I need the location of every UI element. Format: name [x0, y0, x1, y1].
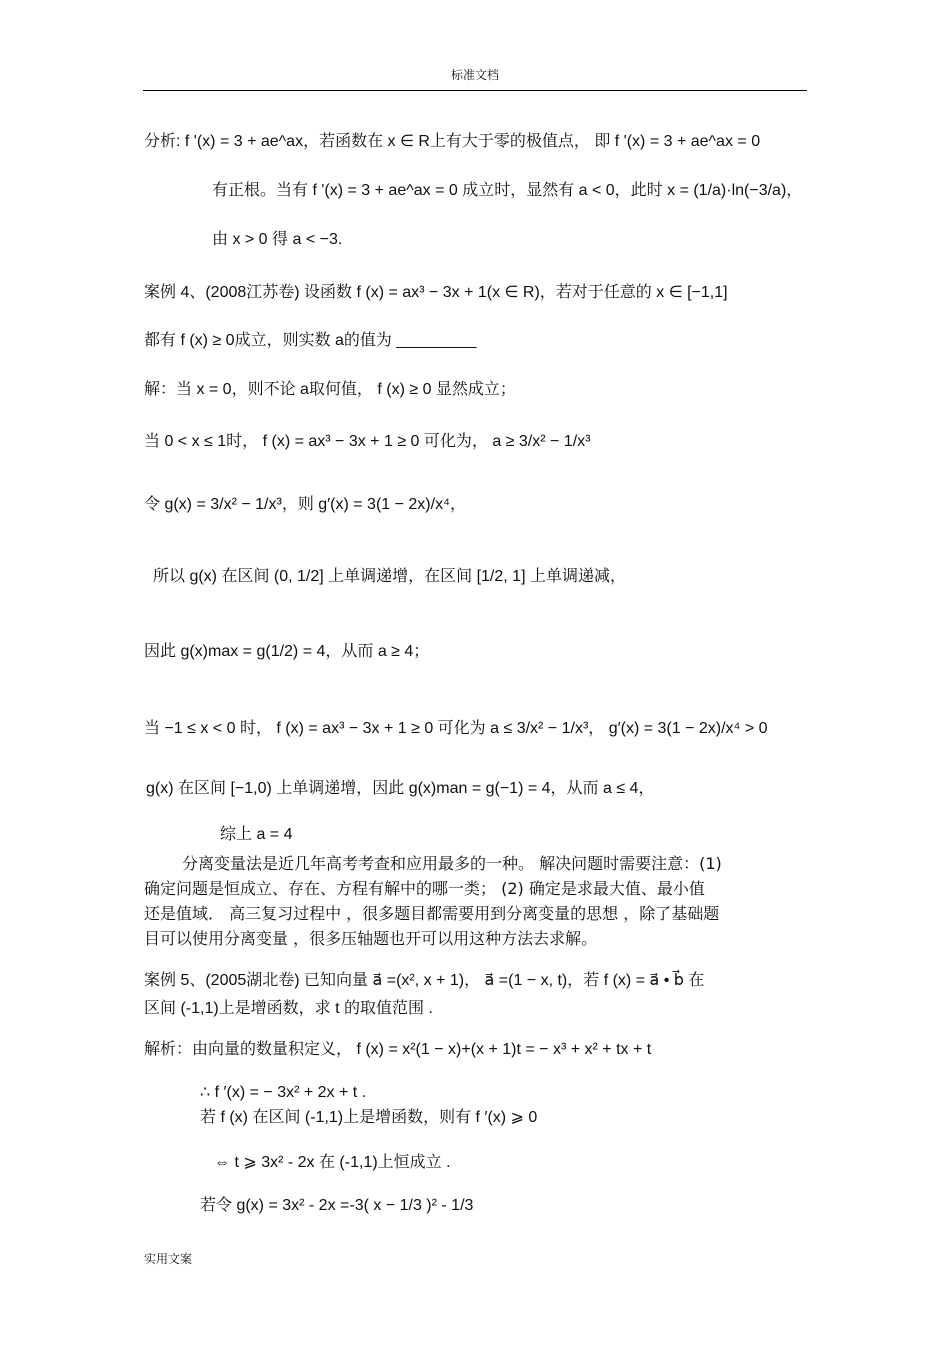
solution-line-3: 令 g(x) = 3/x² − 1/x³，则 g′(x) = 3(1 − 2x)/x⁴， — [144, 496, 466, 513]
solution-line-5: 因此 g(x)max = g(1/2) = 4，从而 a ≥ 4； — [144, 643, 430, 660]
analysis-line-1: 分析: f '(x) = 3 + ae^ax，若函数在 x ∈ R上有大于零的极值点， 即 f '(x) = 3 + ae^ax = 0 — [144, 133, 761, 150]
analysis-line-2: 有正根。当有 f '(x) = 3 + ae^ax = 0 成立时，显然有 a < 0，此时 x = (1/a)·ln(−3/a)， — [212, 182, 803, 199]
paragraph-line: 目可以使用分离变量 ，很多压轴题也开可以用这种方法去求解。 — [144, 929, 598, 948]
paragraph-line: 还是值域． 高三复习过程中 ，很多题目都需要用到分离变量的思想 ，除了基础题 — [144, 904, 720, 923]
paragraph-line: 确定问题是恒成立、存在、方程有解中的哪一类； (2) 确定是求最大值、最小值 — [144, 879, 705, 898]
solution-line-7: g(x) 在区间 [−1,0) 上单调递增，因此 g(x)man = g(−1) = 4，从而 a ≤ 4， — [146, 780, 655, 797]
summary-paragraph — [144, 851, 809, 951]
case4-title: 案例 4、(2008江苏卷) 设函数 f (x) = ax³ − 3x + 1(x ∈ R)，若对于任意的 x ∈ [−1,1] — [144, 284, 728, 301]
case5-analysis-5: 若令 g(x) = 3x² - 2x =-3( x − 1/3 )² - 1/3 — [200, 1197, 474, 1214]
solution-line-4: 所以 g(x) 在区间 (0, 1/2] 上单调递增，在区间 [1/2, 1] 上单调递减， — [153, 568, 626, 585]
solution-line-1: 解：当 x = 0，则不论 a取何值， f (x) ≥ 0 显然成立； — [144, 381, 516, 398]
solution-conclusion: 综上 a = 4 — [220, 826, 293, 843]
case5-analysis-4: ⇔ t ⩾ 3x² - 2x 在 (-1,1)上恒成立 . — [214, 1154, 451, 1171]
case5-title: 案例 5、(2005湖北卷) 已知向量 a⃗ =(x², x + 1)， a⃗ =(1 − x, t)，若 f (x) = a⃗ • b⃗ 在 — [144, 972, 705, 989]
case5-analysis-1: 解析：由向量的数量积定义， f (x) = x²(1 − x)+(x + 1)t = − x³ + x² + tx + t — [144, 1041, 652, 1058]
paragraph-line: 分离变量法是近几年高考考查和应用最多的一种。 解决问题时需要注意：(1) — [182, 854, 722, 873]
case4-question: 都有 f (x) ≥ 0成立，则实数 a的值为 _________ — [144, 332, 477, 349]
header-rule — [143, 90, 807, 91]
case5-question: 区间 (-1,1)上是增函数，求 t 的取值范围 . — [144, 1000, 433, 1017]
analysis-line-3: 由 x > 0 得 a < −3. — [212, 231, 343, 248]
case5-analysis-3: 若 f (x) 在区间 (-1,1)上是增函数，则有 f ′(x) ⩾ 0 — [200, 1109, 538, 1126]
page-footer: 实用文案 — [144, 1252, 193, 1266]
page-header: 标准文档 — [450, 68, 499, 82]
solution-line-6: 当 −1 ≤ x < 0 时， f (x) = ax³ − 3x + 1 ≥ 0 可化为 a ≤ 3/x² − 1/x³， g′(x) = 3(1 − 2x)/x⁴ > 0 — [144, 720, 768, 737]
solution-line-2: 当 0 < x ≤ 1时， f (x) = ax³ − 3x + 1 ≥ 0 可化为， a ≥ 3/x² − 1/x³ — [144, 433, 591, 450]
case5-analysis-2: ∴ f ′(x) = − 3x² + 2x + t . — [200, 1084, 367, 1101]
